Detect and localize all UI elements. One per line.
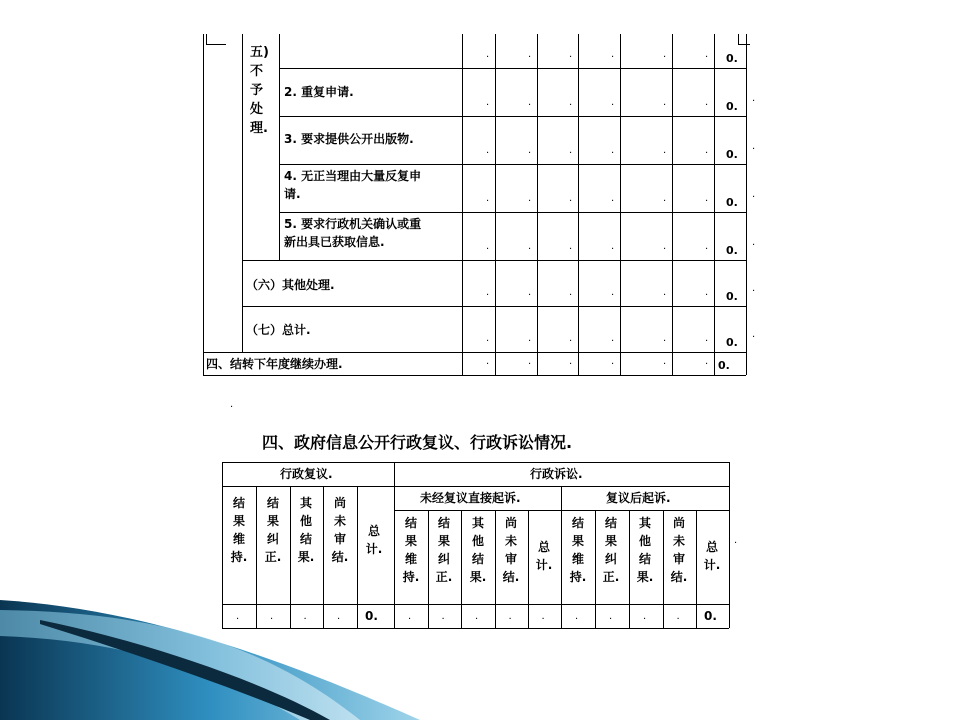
row-label: 4. 无正当理由大量反复申: [284, 169, 422, 183]
empty-cell-mark: .: [528, 356, 532, 367]
stray-mark: .: [230, 399, 234, 410]
table2-col-divider: [428, 510, 429, 628]
table2-border-right: [729, 462, 730, 628]
empty-cell-mark: .: [611, 241, 615, 252]
empty-cell-mark: .: [569, 193, 573, 204]
column-header-char: 结: [266, 496, 279, 510]
table-col-divider: [746, 34, 747, 375]
empty-cell-mark: .: [528, 333, 532, 344]
column-header-char: 结.: [670, 570, 688, 584]
table2-col-divider: [290, 486, 291, 628]
column-header-char: 审: [333, 532, 346, 546]
empty-cell-mark: .: [569, 241, 573, 252]
empty-cell-mark: .: [528, 287, 532, 298]
empty-cell-mark: .: [705, 49, 709, 60]
column-header-char: 持.: [402, 570, 420, 584]
row-end-mark: .: [752, 189, 756, 200]
row-end-mark: .: [752, 93, 756, 104]
table-row-divider: [279, 68, 746, 69]
empty-cell-mark: .: [569, 287, 573, 298]
left-label-char: 不: [250, 64, 264, 79]
empty-cell-mark: .: [663, 193, 667, 204]
empty-cell-mark: .: [663, 145, 667, 156]
value-cell: .: [541, 611, 545, 622]
column-header-char: 持.: [569, 570, 587, 584]
row-label: （六）其他处理.: [246, 278, 335, 292]
section-title: 四、政府信息公开行政复议、行政诉讼情况.: [262, 433, 573, 452]
empty-cell-mark: .: [611, 356, 615, 367]
group-header-litigation: 行政诉讼.: [530, 467, 583, 481]
row-total: 0.: [726, 244, 738, 257]
table2-col-divider: [696, 510, 697, 628]
table-border-left: [203, 34, 204, 375]
value-cell: .: [303, 611, 307, 622]
column-header-char: 维: [404, 552, 417, 566]
empty-cell-mark: .: [705, 241, 709, 252]
empty-cell-mark: .: [611, 49, 615, 60]
row-label: 四、结转下年度继续办理.: [206, 357, 343, 371]
row-label: （七）总计.: [246, 323, 311, 337]
column-header-char: 总: [537, 540, 550, 554]
empty-cell-mark: .: [611, 145, 615, 156]
empty-cell-mark: .: [663, 241, 667, 252]
header-end-mark: .: [734, 535, 738, 546]
empty-cell-mark: .: [705, 333, 709, 344]
column-header-char: 持.: [230, 550, 248, 564]
column-header-char: 计.: [535, 558, 553, 572]
column-header-char: 结: [471, 552, 484, 566]
column-header-char: 尚: [504, 516, 517, 530]
row-total: 0.: [726, 196, 738, 209]
empty-cell-mark: .: [705, 97, 709, 108]
row-total: 0.: [726, 148, 738, 161]
column-header-char: 结: [232, 496, 245, 510]
empty-cell-mark: .: [486, 333, 490, 344]
table-row-divider: [242, 306, 746, 307]
empty-cell-mark: .: [569, 97, 573, 108]
crop-mark: [738, 44, 750, 45]
table-col-divider: [537, 34, 538, 375]
column-header-char: 果: [604, 534, 617, 548]
value-cell: .: [643, 611, 647, 622]
crop-mark: [206, 34, 207, 44]
table-col-divider: [714, 34, 715, 375]
column-header-char: 正.: [435, 570, 453, 584]
column-header-char: 总: [705, 540, 718, 554]
table2-border-bottom: [222, 628, 729, 629]
column-header-char: 果: [404, 534, 417, 548]
column-header-char: 纠: [604, 552, 617, 566]
empty-cell-mark: .: [611, 97, 615, 108]
empty-cell-mark: .: [611, 333, 615, 344]
row-label: 3. 要求提供公开出版物.: [284, 132, 414, 146]
table2-row-divider: [222, 486, 729, 487]
column-header-char: 其: [638, 516, 651, 530]
table2-col-divider: [461, 510, 462, 628]
table2-col-divider: [256, 486, 257, 628]
row-total: 0.: [726, 100, 738, 113]
row-total: 0.: [726, 52, 738, 65]
empty-cell-mark: .: [611, 287, 615, 298]
empty-cell-mark: .: [569, 356, 573, 367]
table-col-divider: [242, 34, 243, 352]
column-header-char: 未: [333, 514, 346, 528]
column-header-char: 正.: [264, 550, 282, 564]
empty-cell-mark: .: [569, 333, 573, 344]
table-col-divider: [620, 34, 621, 375]
column-header-char: 总: [367, 524, 380, 538]
empty-cell-mark: .: [528, 145, 532, 156]
table-border-bottom: [203, 375, 746, 376]
column-header-char: 结: [404, 516, 417, 530]
table2-col-divider: [629, 510, 630, 628]
column-header-char: 未: [504, 534, 517, 548]
table2-col-divider: [595, 510, 596, 628]
column-header-char: 果.: [469, 570, 487, 584]
column-header-char: 结: [604, 516, 617, 530]
table-row-divider: [279, 164, 746, 165]
empty-cell-mark: .: [611, 193, 615, 204]
row-label: 请.: [284, 187, 301, 201]
table-col-divider: [495, 34, 496, 375]
column-header-char: 他: [299, 514, 312, 528]
empty-cell-mark: .: [663, 356, 667, 367]
empty-cell-mark: .: [705, 356, 709, 367]
value-cell: .: [337, 611, 341, 622]
empty-cell-mark: .: [569, 145, 573, 156]
table2-col-divider: [528, 510, 529, 628]
value-cell: .: [270, 611, 274, 622]
crop-mark: [206, 44, 226, 45]
left-label-char: 处: [250, 102, 264, 117]
empty-cell-mark: .: [528, 97, 532, 108]
column-header-char: 果.: [636, 570, 654, 584]
column-header-char: 纠: [437, 552, 450, 566]
left-label-char: 五): [250, 45, 269, 60]
empty-cell-mark: .: [486, 241, 490, 252]
column-header-char: 结: [437, 516, 450, 530]
row-total: 0.: [726, 336, 738, 349]
column-header-char: 尚: [333, 496, 346, 510]
empty-cell-mark: .: [705, 287, 709, 298]
column-header-char: 果: [437, 534, 450, 548]
left-label-char: 理.: [250, 121, 268, 136]
empty-cell-mark: .: [663, 287, 667, 298]
column-header-char: 其: [299, 496, 312, 510]
empty-cell-mark: .: [486, 49, 490, 60]
column-header-char: 结: [638, 552, 651, 566]
value-cell: .: [508, 611, 512, 622]
table2-col-divider: [323, 486, 324, 628]
value-cell: .: [408, 611, 412, 622]
value-cell: 0.: [704, 609, 717, 623]
row-label: 5. 要求行政机关确认或重: [284, 217, 422, 231]
table-col-divider: [672, 34, 673, 375]
row-label: 新出具已获取信息.: [284, 235, 385, 249]
table-row-divider: [203, 352, 746, 353]
column-header-char: 尚: [672, 516, 685, 530]
value-cell: .: [236, 611, 240, 622]
value-cell: 0.: [365, 609, 378, 623]
column-header-char: 计.: [365, 542, 383, 556]
column-header-char: 纠: [266, 532, 279, 546]
column-header-char: 他: [471, 534, 484, 548]
value-cell: .: [475, 611, 479, 622]
empty-cell-mark: .: [486, 193, 490, 204]
table2-row-divider: [222, 604, 729, 605]
subgroup-direct-suit: 未经复议直接起诉.: [420, 491, 521, 505]
column-header-char: 审: [672, 552, 685, 566]
column-header-char: 计.: [703, 558, 721, 572]
table2-col-divider: [495, 510, 496, 628]
row-total: 0.: [718, 359, 730, 372]
empty-cell-mark: .: [528, 241, 532, 252]
column-header-char: 正.: [602, 570, 620, 584]
row-end-mark: .: [752, 329, 756, 340]
table2-col-divider: [663, 510, 664, 628]
value-cell: .: [575, 611, 579, 622]
empty-cell-mark: .: [663, 97, 667, 108]
empty-cell-mark: .: [663, 49, 667, 60]
column-header-char: 果.: [297, 550, 315, 564]
empty-cell-mark: .: [486, 287, 490, 298]
row-label: 2. 重复申请.: [284, 85, 354, 99]
column-header-char: 结: [571, 516, 584, 530]
row-end-mark: .: [752, 283, 756, 294]
value-cell: .: [609, 611, 613, 622]
table-row-divider: [279, 116, 746, 117]
empty-cell-mark: .: [528, 49, 532, 60]
empty-cell-mark: .: [528, 193, 532, 204]
crop-mark: [738, 34, 739, 44]
empty-cell-mark: .: [705, 145, 709, 156]
table2-col-divider: [357, 486, 358, 628]
empty-cell-mark: .: [569, 49, 573, 60]
column-header-char: 果: [232, 514, 245, 528]
value-cell: .: [441, 611, 445, 622]
table-row-divider: [242, 260, 746, 261]
table2-col-divider: [561, 486, 562, 628]
empty-cell-mark: .: [663, 333, 667, 344]
table-col-divider: [462, 34, 463, 375]
column-header-char: 结.: [331, 550, 349, 564]
column-header-char: 果: [266, 514, 279, 528]
value-cell: .: [676, 611, 680, 622]
left-label-char: 予: [250, 83, 264, 98]
column-header-char: 审: [504, 552, 517, 566]
column-header-char: 果: [571, 534, 584, 548]
column-header-char: 结: [299, 532, 312, 546]
row-total: 0.: [726, 290, 738, 303]
row-end-mark: .: [752, 141, 756, 152]
table-col-divider: [578, 34, 579, 375]
empty-cell-mark: .: [486, 145, 490, 156]
empty-cell-mark: .: [705, 193, 709, 204]
row-end-mark: .: [752, 237, 756, 248]
table-row-divider: [279, 212, 746, 213]
column-header-char: 维: [232, 532, 245, 546]
column-header-char: 其: [471, 516, 484, 530]
column-header-char: 结.: [502, 570, 520, 584]
column-header-char: 他: [638, 534, 651, 548]
empty-cell-mark: .: [486, 97, 490, 108]
column-header-char: 维: [571, 552, 584, 566]
group-header-admin-review: 行政复议.: [280, 467, 333, 481]
table2-border-top: [222, 462, 729, 463]
empty-cell-mark: .: [486, 356, 490, 367]
column-header-char: 未: [672, 534, 685, 548]
subgroup-after-review: 复议后起诉.: [606, 491, 671, 505]
